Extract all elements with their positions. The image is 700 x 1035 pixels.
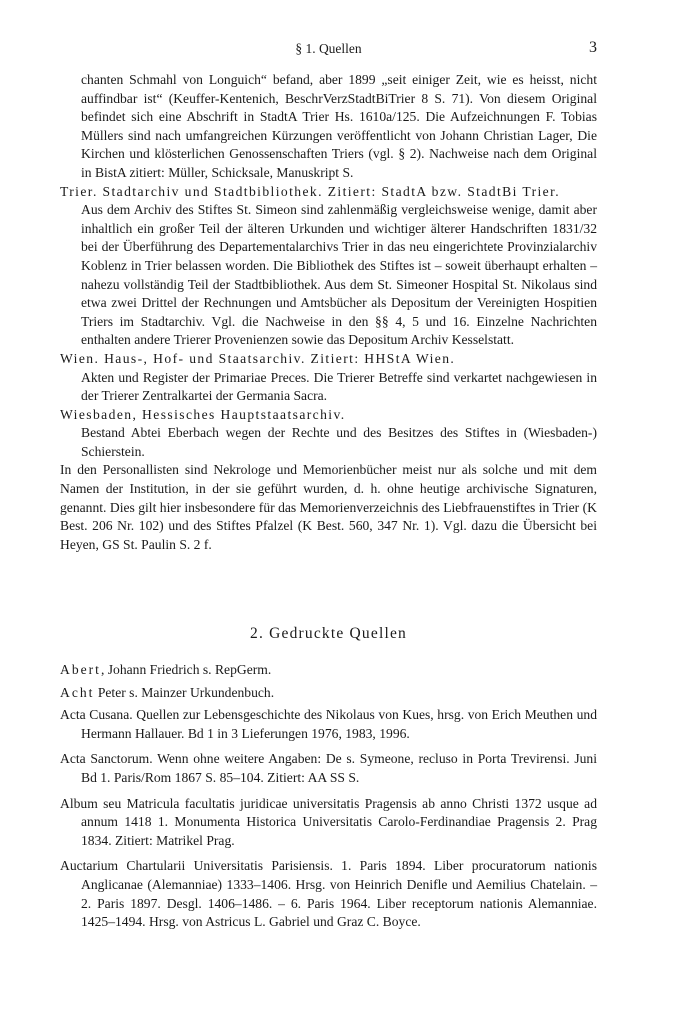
running-head — [60, 41, 597, 61]
continuation-paragraph: chanten Schmahl von Longuich“ befand, aber 1899 „seit einiger Zeit, wie es heisst, nicht auffindbar ist“ (Keuffer-Kentenich, BeschrVerzStadtBiTrier 8 S. 71). Von diesem Original befindet sich eine Abschrift in StadtA Trier Hs. 1610a/125. Die Aufzeichnungen F. Tobias Müllers sind nach umfangreichen Kürzungen veröffentlicht von Johann Christian Lager, Die Kirchen und klösterlichen Genossenschaften Triers (vgl. § 2). Nachweise nach dem Original in BistA zitiert: Müller, Schicksale, Manuskript S. — [81, 72, 597, 180]
bibliography-entry — [60, 661, 597, 680]
section-title: 2. Gedruckte Quellen — [250, 625, 407, 642]
bibliography-list — [60, 661, 597, 939]
archive-heading: Trier. Stadtarchiv und Stadtbibliothek. Zitiert: StadtA bzw. StadtBi Trier. — [60, 183, 561, 199]
archive-body: Bestand Abtei Eberbach wegen der Rechte und des Besitzes des Stiftes in (Wiesbaden-) Schierstein. — [81, 425, 597, 459]
archive-entry-wien — [60, 350, 597, 406]
bibliography-entry — [60, 795, 597, 851]
bibliography-entry — [60, 684, 597, 703]
page-number: 3 — [589, 39, 597, 56]
archive-entry-trier — [60, 183, 597, 350]
bibliography-entry — [60, 857, 597, 931]
bibliography-text: Album seu Matricula facultatis juridicae universitatis Pragensis ab anno Christi 1372 usque ad annum 1418 1. Monumenta Historica Universitatis Carolo-Ferdinandiae Pragensis 2. Prag 1834. Zitiert: Matrikel Prag. — [60, 795, 597, 848]
bibliography-text: , Johann Friedrich s. RepGerm. — [100, 662, 272, 677]
bibliography-entry — [60, 750, 597, 787]
archive-body: Akten und Register der Primariae Preces. Die Trierer Betreffe sind verkartet nachgewiesen in der Trierer Zentralkartei der Germania Sacra. — [81, 369, 597, 404]
main-text — [60, 71, 597, 554]
bibliography-text: Acta Sanctorum. Wenn ohne weitere Angaben: De s. Symeone, recluso in Porta Trevirensi. Juni Bd 1. Paris/Rom 1867 S. 85–104. Zitiert: AA SS S. — [60, 751, 597, 785]
closing-paragraph: In den Personallisten sind Nekrologe und Memorienbücher meist nur als solche und mit dem Namen der Institution, in der sie geführt wurden, d. h. ohne heutige archivische Signaturen, genannt. Dies gilt hier insbesondere für das Memorienverzeichnis des Liebfrauenstiftes in Trier (K Best. 206 Nr. 102) und des Stiftes Pfalzel (K Best. 560, 347 Nr. 1). Vgl. dazu die Übersicht bei Heyen, GS St. Paulin S. 2 f. — [60, 462, 597, 552]
bibliography-text: Peter s. Mainzer Urkundenbuch. — [94, 684, 275, 700]
archive-body: Aus dem Archiv des Stiftes St. Simeon sind zahlenmäßig vergleichsweise wenige, damit aber inhaltlich ein großer Teil der älteren Urkunden und wichtiger älterer Handschriften 1831/32 bei der Überführung des Departementalarchivs Trier in das neu eingerichtete Provinzialarchiv Koblenz in Trier belassen worden. Die Bibliothek des Stiftes ist – soweit überhaupt erhalten – nahezu vollständig Teil der Stadtbibliothek. Aus dem St. Simeoner Hospital St. Nikolaus sind etwa zwei Drittel der Rechnungen und Amtsbücher als Depositum der Vereinigten Hospitien Triers im Stadtarchiv. Vgl. die Nachweise in den §§ 4, 5 und 16. Einzelne Nachrichten enthalten andere Trierer Provenienzen sowie das Depositum Archiv Kesselstatt. — [81, 202, 597, 348]
bibliography-author: Abert — [60, 662, 101, 677]
archive-heading: Wiesbaden, Hessisches Hauptstaatsarchiv. — [60, 406, 346, 422]
bibliography-author: Acht — [60, 684, 95, 700]
archive-heading: Wien. Haus-, Hof- und Staatsarchiv. Zitiert: HHStA Wien. — [60, 350, 456, 366]
running-head-title: § 1. Quellen — [295, 41, 362, 56]
bibliography-text: Acta Cusana. Quellen zur Lebensgeschichte des Nikolaus von Kues, hrsg. von Erich Meuthen und Hermann Hallauer. Bd 1 in 3 Lieferungen 1976, 1983, 1996. — [60, 707, 597, 741]
bibliography-entry — [60, 706, 597, 743]
archive-entry-wiesbaden — [60, 406, 597, 462]
bibliography-text: Auctarium Chartularii Universitatis Parisiensis. 1. Paris 1894. Liber procuratorum nationis Anglicanae (Alemanniae) 1333–1406. Hrsg. von Heinrich Denifle und Aemilius Chatelain. – 2. Paris 1897. Desgl. 1406–1486. – 6. Paris 1964. Liber receptorum nationis Alemanniae. 1425–1494. Hrsg. von Astricus L. Gabriel und Graz C. Boyce. — [60, 858, 597, 930]
